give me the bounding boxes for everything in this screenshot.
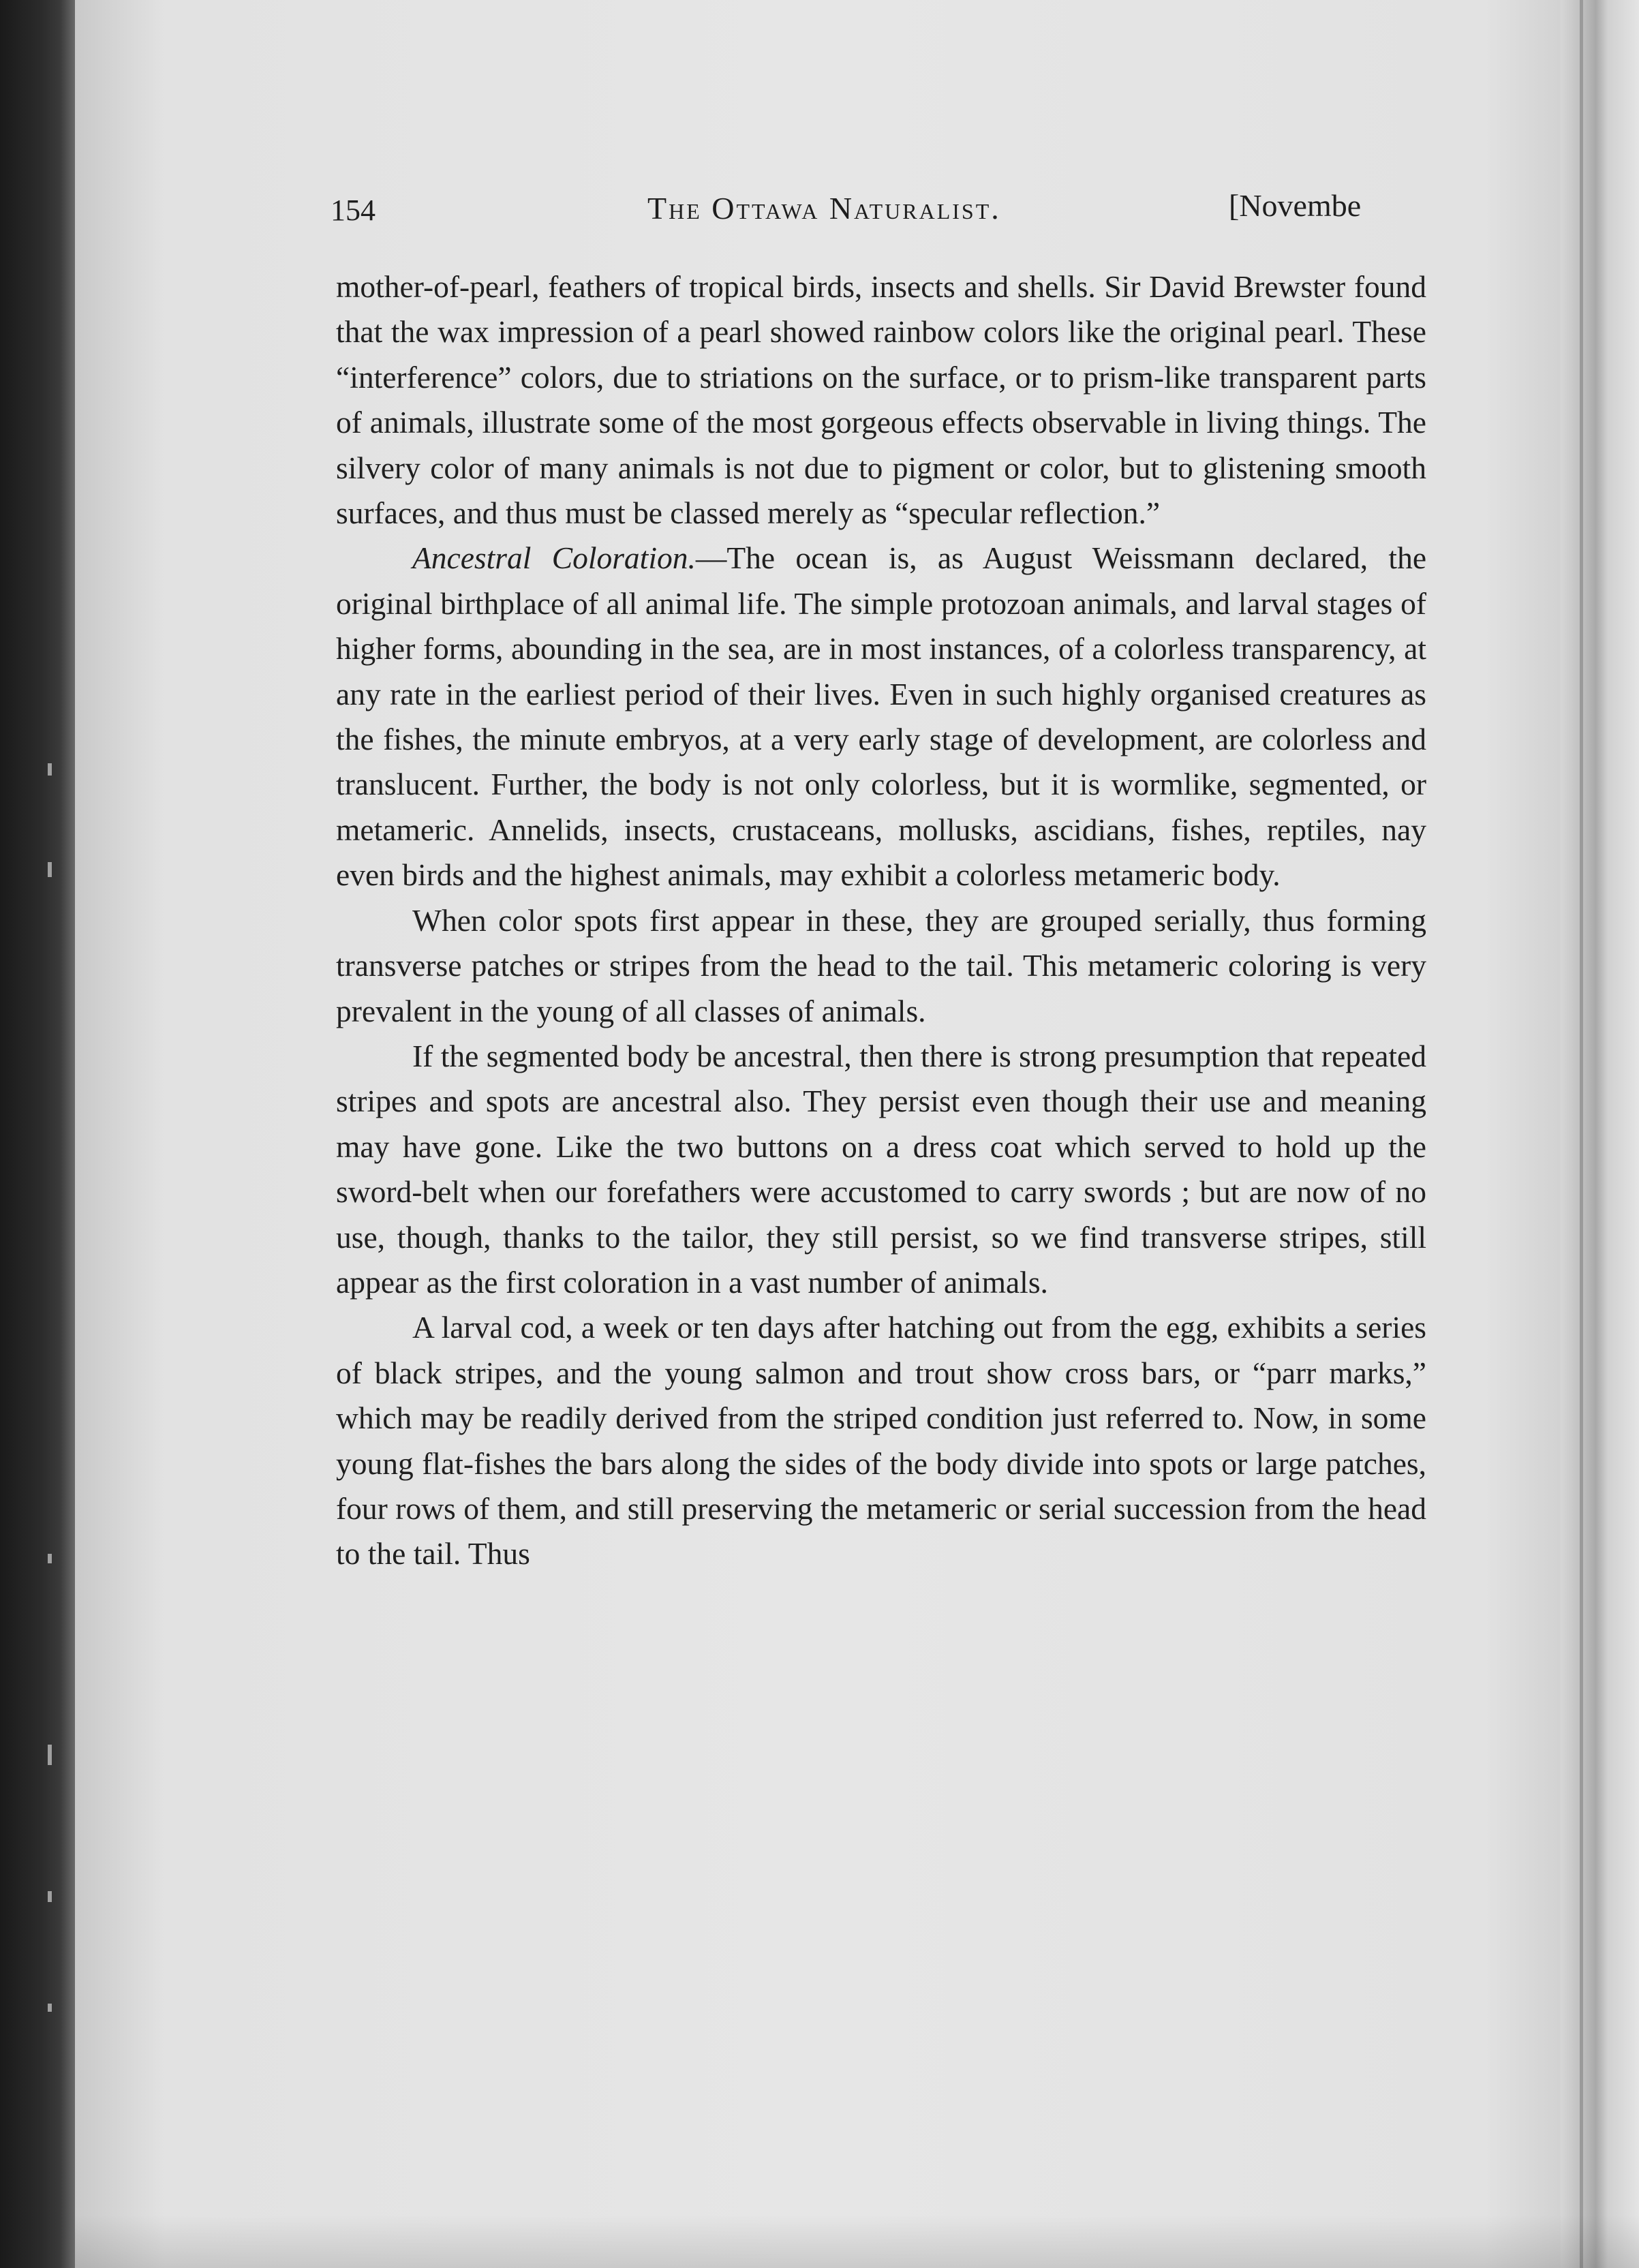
binding-mark xyxy=(48,763,52,776)
page-number: 154 xyxy=(331,194,376,227)
journal-title: The Ottawa Naturalist. xyxy=(647,191,1001,226)
paragraph-4: If the segmented body be ancestral, then there is strong presumption that repeated stripes and spots are ancestral also. They persist even though their use and meaning may have gone. Like the two buttons on a dress coat which served to hold up the sword-belt when our forefathers were accustomed to carry swords ; but are now of no use, though, thanks to the tailor, they still persist, so we find transverse stripes, still appear as the first coloration in a vast number of animals. xyxy=(336,1038,1426,1300)
paragraph-5: A larval cod, a week or ten days after hatching out from the egg, exhibits a series of black stripes, and the young salmon and trout show cross bars, or “parr marks,” which may be readily derived from the striped condition just referred to. Now, in some young flat-fishes the bars along the sides of the body divide into spots or large patches, four rows of them, and still preserving the metameric or serial succession from the head to the tail. Thus xyxy=(336,1310,1426,1572)
issue-month: [Novembe xyxy=(1229,188,1362,223)
paragraph-3: When color spots first appear in these, they are grouped serially, thus forming transverse patches or stripes from the head to the tail. This metameric coloring is very prevalent in the young of all classes of animals. xyxy=(336,902,1426,1028)
article-body xyxy=(336,264,1426,1577)
running-header xyxy=(331,187,1404,235)
paragraph-2 xyxy=(336,536,1426,898)
page-edge-line xyxy=(1580,0,1583,2268)
section-heading: Ancestral Coloration. xyxy=(412,540,696,576)
binding-mark xyxy=(48,862,52,877)
bottom-shadow xyxy=(75,2215,1639,2268)
book-binding xyxy=(0,0,75,2268)
paragraph-2-text: —The ocean is, as August Weissmann declared, the original birthplace of all animal life. The simple protozoan animals, and larval stages of higher forms, abounding in the sea, are in most instances, of a colorless transparency, at any rate in the earliest period of their lives. Even in such highly organised creatures as the fishes, the minute embryos, at a very early stage of development, are colorless and translucent. Further, the body is not only colorless, but it is wormlike, segmented, or metameric. Annelids, insects, crustaceans, mollusks, ascidians, fishes, reptiles, nay even birds and the highest animals, may exhibit a colorless metameric body. xyxy=(336,540,1427,893)
page-edge xyxy=(1561,0,1639,2268)
paragraph-1: mother-of-pearl, feathers of tropical birds, insects and shells. Sir David Brewster found that the wax impression of a pearl showed rainbow colors like the original pearl. These “interference” colors, due to striations on the surface, or to prism-like transparent parts of animals, illustrate some of the most gorgeous effects observable in living things. The silvery color of many animals is not due to pigment or color, but to glistening smooth surfaces, and thus must be classed merely as “specular reflection.” xyxy=(336,269,1426,531)
binding-mark xyxy=(48,1554,52,1563)
binding-mark xyxy=(48,2004,52,2012)
binding-mark xyxy=(48,1891,52,1902)
binding-mark xyxy=(48,1745,52,1765)
